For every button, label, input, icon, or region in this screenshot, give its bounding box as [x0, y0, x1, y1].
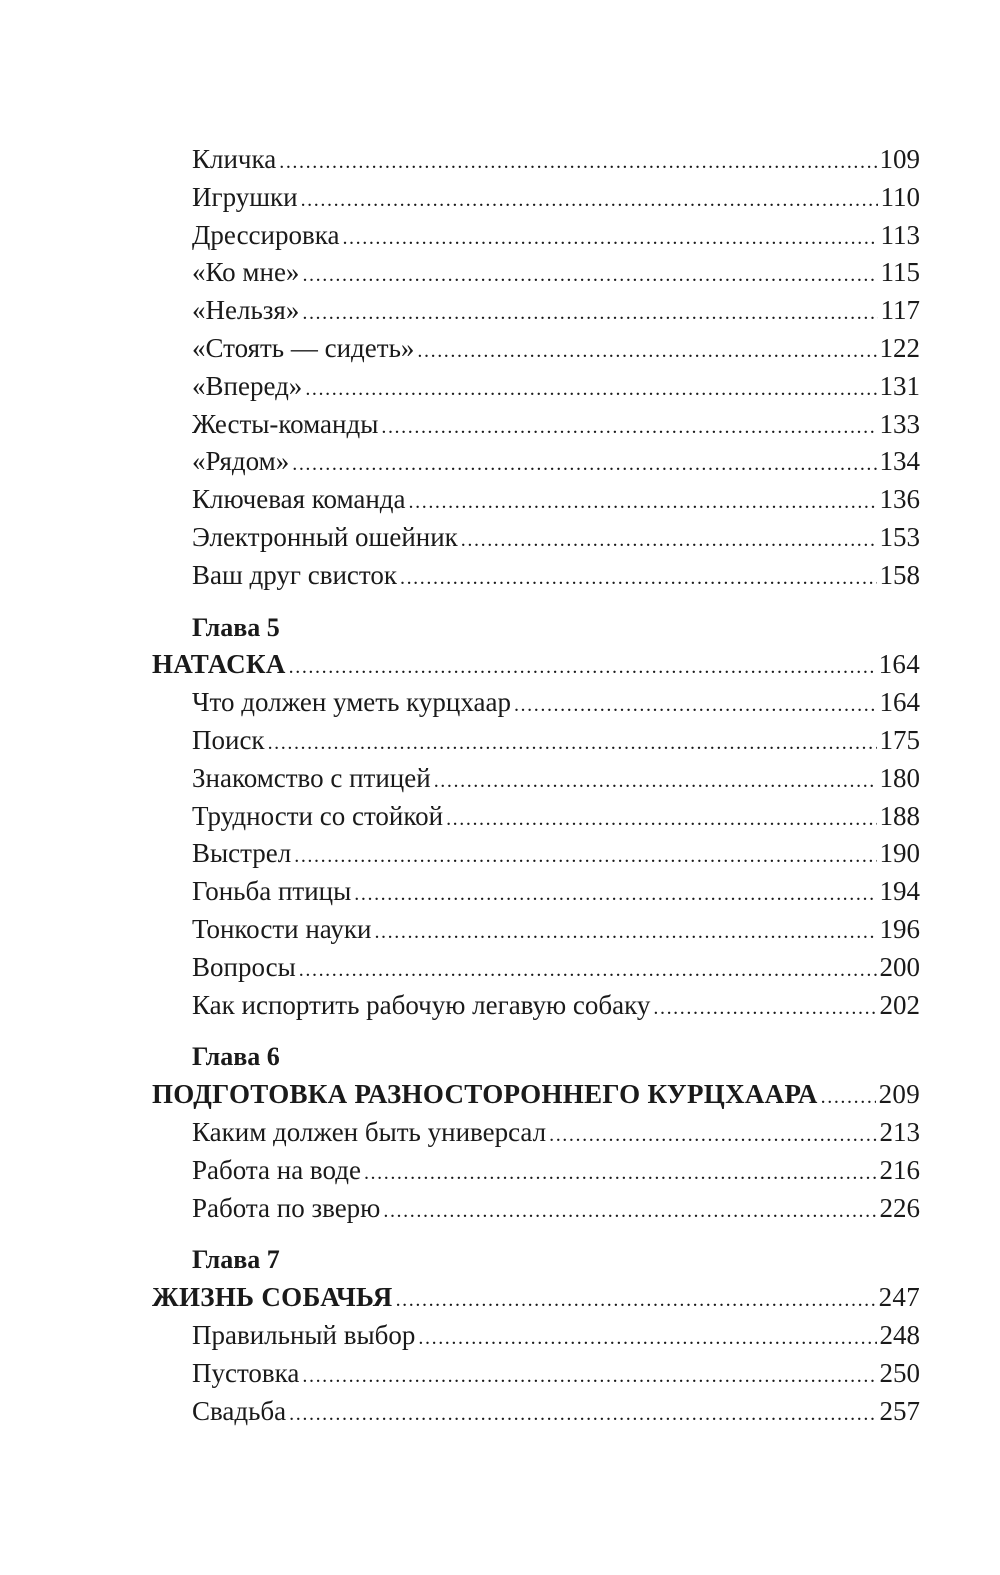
toc-page-number: 213	[879, 1116, 920, 1147]
toc-entry[interactable]	[152, 1355, 920, 1393]
dot-leader	[396, 1282, 876, 1320]
dot-leader	[364, 1155, 877, 1193]
toc-entry[interactable]	[152, 1393, 920, 1431]
dot-leader	[354, 876, 876, 914]
toc-entry[interactable]	[152, 798, 920, 836]
toc-entry-title: Пустовка	[192, 1357, 300, 1388]
toc-entry-title: Каким должен быть универсал	[192, 1116, 547, 1147]
toc-page-number: 257	[879, 1395, 920, 1426]
toc-entry[interactable]	[152, 1317, 920, 1355]
dot-leader	[301, 182, 878, 220]
dot-leader	[268, 725, 877, 763]
toc-entry[interactable]	[152, 330, 920, 368]
toc-chapter-entry[interactable]	[152, 1279, 920, 1317]
toc-entry-title: Правильный выбор	[192, 1319, 416, 1350]
dot-leader	[549, 1117, 876, 1155]
chapter-number-label: Глава 6	[192, 1042, 280, 1072]
dot-leader	[279, 144, 876, 182]
toc-page-number: 122	[879, 332, 920, 363]
dot-leader	[418, 1320, 876, 1358]
toc-entry-title: Игрушки	[192, 181, 298, 212]
toc-entry-title: Что должен уметь курцхаар	[192, 687, 511, 718]
toc-entry-title: ПОДГОТОВКА РАЗНОСТОРОННЕГО КУРЦХААРА	[152, 1079, 818, 1110]
toc-page-number: 180	[879, 762, 920, 793]
dot-leader	[294, 838, 876, 876]
dot-leader	[514, 687, 877, 725]
toc-page-number: 109	[879, 144, 920, 174]
toc-entry-title: Знакомство с птицей	[192, 762, 431, 793]
toc-page-number: 115	[880, 257, 920, 288]
toc-entry-title: НАТАСКА	[152, 649, 286, 680]
dot-leader	[446, 801, 876, 839]
toc-page-number: 226	[879, 1192, 920, 1223]
toc-page-number: 117	[880, 295, 920, 326]
toc-entry-title: Свадьба	[192, 1395, 287, 1426]
dot-leader	[289, 649, 876, 687]
toc-entry-title: Вопросы	[192, 951, 296, 982]
dot-leader	[400, 560, 877, 598]
toc-entry-title: «Рядом»	[192, 446, 290, 477]
toc-entry-title: ЖИЗНЬ СОБАЧЬЯ	[152, 1282, 393, 1313]
toc-page-number: 248	[879, 1319, 920, 1350]
dot-leader	[409, 484, 877, 522]
dot-leader	[302, 295, 877, 333]
dot-leader	[299, 952, 877, 990]
dot-leader	[305, 371, 876, 409]
toc-page-number: 164	[878, 649, 920, 680]
toc-entry[interactable]	[152, 873, 920, 911]
table-of-contents	[152, 141, 920, 1430]
toc-entry[interactable]	[152, 292, 920, 330]
toc-entry-title: «Вперед»	[192, 370, 303, 401]
dot-leader	[383, 1193, 876, 1231]
toc-entry[interactable]	[152, 911, 920, 949]
dot-leader	[292, 446, 876, 484]
dot-leader	[461, 522, 877, 560]
toc-page-number: 216	[879, 1154, 920, 1185]
toc-page-number: 190	[879, 838, 920, 869]
toc-entry-title: Гоньба птицы	[192, 876, 352, 907]
toc-entry-title: Поиск	[192, 724, 265, 755]
toc-page-number: 113	[880, 219, 920, 250]
toc-entry-title: Электронный ошейник	[192, 521, 458, 552]
toc-entry-title: «Ко мне»	[192, 257, 300, 288]
toc-entry[interactable]	[152, 519, 920, 557]
toc-page-number: 133	[879, 408, 920, 439]
toc-page-number: 134	[879, 446, 920, 477]
toc-page-number: 131	[879, 370, 920, 401]
toc-entry[interactable]	[152, 835, 920, 873]
dot-leader	[374, 914, 876, 952]
dot-leader	[342, 220, 877, 258]
toc-entry-title: Кличка	[192, 144, 277, 174]
toc-entry-title: Работа по зверю	[192, 1192, 381, 1223]
toc-entry[interactable]	[152, 443, 920, 481]
toc-entry[interactable]	[152, 1114, 920, 1152]
toc-chapter-entry[interactable]	[152, 1076, 920, 1114]
toc-page-number: 202	[879, 989, 920, 1020]
toc-page-number: 110	[880, 181, 920, 212]
toc-page-number: 153	[879, 521, 920, 552]
toc-entry-title: Как испортить рабочую легавую собаку	[192, 989, 651, 1020]
toc-page-number: 136	[879, 484, 920, 515]
dot-leader	[417, 333, 876, 371]
toc-entry[interactable]	[152, 368, 920, 406]
toc-entry[interactable]	[152, 949, 920, 987]
toc-entry-title: Ваш друг свисток	[192, 559, 397, 590]
toc-entry-title: Дрессировка	[192, 219, 340, 250]
toc-entry-title: Жесты-команды	[192, 408, 379, 439]
toc-entry[interactable]	[152, 406, 920, 444]
dot-leader	[302, 1358, 876, 1396]
toc-entry-title: «Нельзя»	[192, 295, 300, 326]
toc-entry-title: Выстрел	[192, 838, 292, 869]
toc-entry[interactable]	[152, 217, 920, 255]
toc-entry-title: Работа на воде	[192, 1154, 361, 1185]
toc-page-number: 209	[878, 1079, 920, 1110]
toc-page-number: 194	[879, 876, 920, 907]
dot-leader	[434, 763, 877, 801]
toc-entry-title: Трудности со стойкой	[192, 800, 444, 831]
toc-entry[interactable]	[152, 1190, 920, 1228]
dot-leader	[381, 409, 876, 447]
toc-page-number: 200	[879, 951, 920, 982]
toc-page-number: 250	[879, 1357, 920, 1388]
toc-entry[interactable]	[152, 1152, 920, 1190]
dot-leader	[289, 1396, 876, 1434]
toc-page-number: 175	[879, 724, 920, 755]
toc-entry[interactable]	[152, 141, 920, 179]
toc-entry[interactable]	[152, 179, 920, 217]
toc-page-number: 188	[879, 800, 920, 831]
dot-leader	[653, 990, 876, 1028]
chapter-number-label: Глава 7	[192, 1245, 280, 1275]
toc-page-number: 196	[879, 913, 920, 944]
toc-entry-title: Ключевая команда	[192, 484, 406, 515]
toc-entry[interactable]	[152, 722, 920, 760]
toc-page-number: 158	[879, 559, 920, 590]
toc-entry-title: Тонкости науки	[192, 913, 372, 944]
toc-entry[interactable]	[152, 481, 920, 519]
toc-entry[interactable]	[152, 760, 920, 798]
chapter-number-label: Глава 5	[192, 612, 280, 642]
toc-entry[interactable]	[152, 987, 920, 1025]
toc-page-number: 164	[879, 687, 920, 718]
toc-entry[interactable]	[152, 254, 920, 292]
toc-entry[interactable]	[152, 684, 920, 722]
dot-leader	[821, 1079, 876, 1117]
toc-entry-title: «Стоять — сидеть»	[192, 332, 415, 363]
toc-chapter-entry[interactable]	[152, 646, 920, 684]
dot-leader	[302, 257, 877, 295]
toc-page-number: 247	[878, 1282, 920, 1313]
toc-entry[interactable]	[152, 557, 920, 595]
